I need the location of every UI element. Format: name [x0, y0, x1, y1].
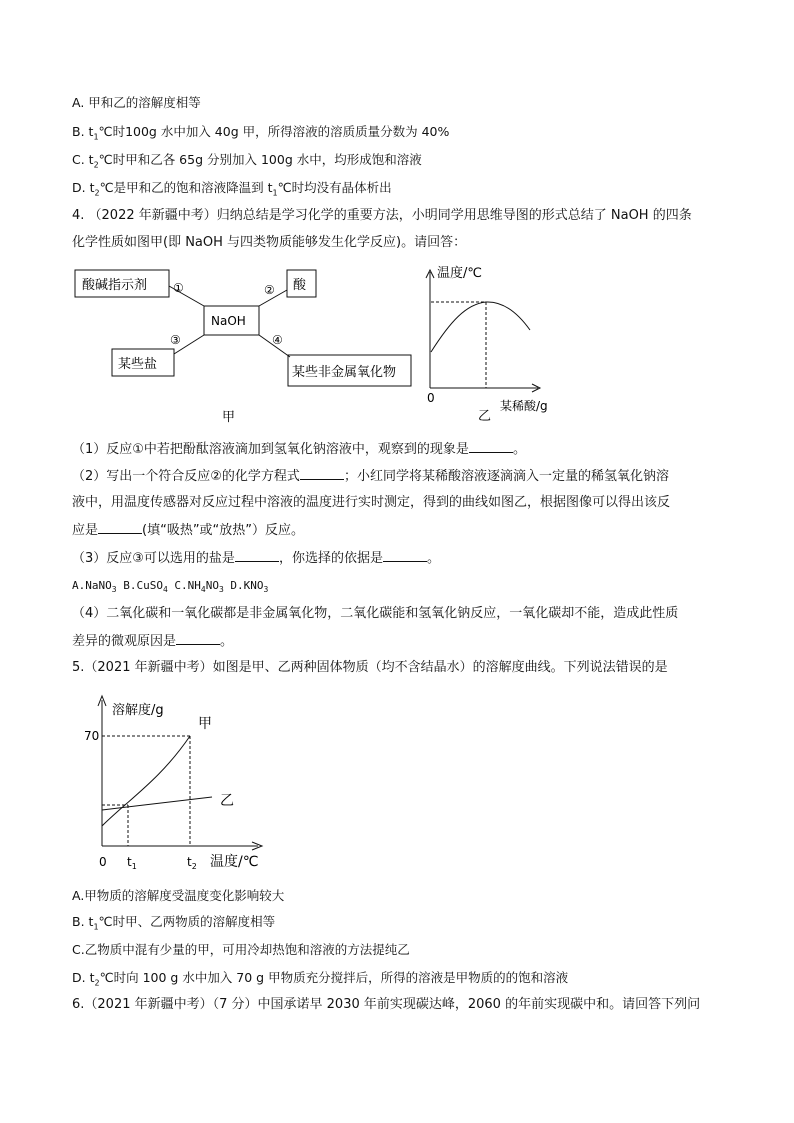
- q6-intro: 6.（2021 年新疆中考）（7 分）中国承诺早 2030 年前实现碳达峰，2060 的年前实现碳中和。请回答下列问: [72, 997, 701, 1012]
- q4-intro-line2: 化学性质如图甲(即 NaOH 与四类物质能够发生化学反应)。请回答：: [72, 235, 467, 250]
- box-oxide-label: 某些非金属氧化物: [292, 365, 397, 380]
- q4-part2-line3: 应是 (填“吸热”或“放热”）反应。: [72, 523, 305, 538]
- graph-yi-ylabel: 温度/℃: [437, 266, 482, 281]
- curve-jia: [102, 736, 190, 826]
- q4-part4-line2: 差异的微观原因是 。: [72, 634, 234, 649]
- label-yi: 乙: [220, 793, 234, 809]
- graph-yi-caption: 乙: [478, 409, 492, 424]
- q4-part3: （3）反应③可以选用的盐是 ，你选择的依据是 。: [72, 551, 440, 566]
- q4-part2-line2: 液中，用温度传感器对反应过程中溶液的温度进行实时测定，得到的曲线如图乙，根据图像可以得出该反: [72, 495, 671, 510]
- q3-option-c: C. $t_2℃$时甲和乙各 65g 分别加入 100g 水中，均形成饱和溶液: [72, 152, 422, 170]
- box-acid-label: 酸: [293, 278, 307, 293]
- graph-t1: $t_1$: [127, 855, 137, 871]
- q5-intro: 5.（2021 年新疆中考）如图是甲、乙两种固体物质（均不含结晶水）的溶解度曲线。下列说法错误的是: [72, 660, 668, 675]
- graph-yi-curve: [431, 302, 530, 352]
- num-1: ①: [173, 281, 184, 295]
- q3-option-a: A. 甲和乙的溶解度相等: [72, 95, 201, 110]
- num-3: ③: [170, 333, 181, 347]
- graph-yi-origin: 0: [427, 391, 435, 405]
- mindmap-figure: [0, 0, 794, 440]
- graph-ylabel: 溶解度/g: [112, 703, 164, 718]
- q3-option-b: B. $t_1℃$时100g 水中加入 40g 甲，所得溶液的溶质质量分数为 40%: [72, 124, 450, 142]
- box-indicator-label: 酸碱指示剂: [82, 278, 148, 293]
- num-2: ②: [264, 283, 275, 297]
- label-jia: 甲: [198, 716, 212, 732]
- answer-blank[interactable]: [98, 521, 142, 534]
- graph-xlabel: 温度/℃: [210, 854, 259, 870]
- solubility-graph: [0, 680, 300, 880]
- box-naoh-label: NaOH: [211, 314, 246, 328]
- graph-yi-xlabel: 某稀酸/g: [500, 399, 548, 413]
- num-4: ④: [272, 333, 283, 347]
- answer-blank[interactable]: [300, 467, 344, 480]
- graph-origin: 0: [99, 855, 107, 869]
- q4-part3-options: A.NaNO$_3$ B.CuSO$_4$ $C.NH_4NO_3$ $D.KNO_3$: [72, 579, 269, 595]
- answer-blank[interactable]: [383, 549, 427, 562]
- box-salt-label: 某些盐: [118, 357, 158, 372]
- q5-option-d: D. $t_2℃$时向 100 g 水中加入 70 g 甲物质充分搅拌后，所得的溶液是甲物质的的饱和溶液: [72, 970, 569, 988]
- graph-y-tick-70: 70: [84, 729, 100, 743]
- graph-t2: $t_2$: [187, 855, 197, 871]
- q5-option-b: B. $t_1℃$时甲、乙两物质的溶解度相等: [72, 914, 276, 932]
- q5-option-a: A.甲物质的溶解度受温度变化影响较大: [72, 888, 285, 903]
- q4-intro-line1: 4. （2022 年新疆中考）归纳总结是学习化学的重要方法，小明同学用思维导图的形式总结了 NaOH 的四条: [72, 208, 692, 223]
- q3-option-d: D. $t_2℃$是甲和乙的饱和溶液降温到 $t_1℃$时均没有晶体析出: [72, 180, 392, 198]
- curve-yi: [102, 797, 212, 810]
- answer-blank[interactable]: [176, 632, 220, 645]
- q4-part1: （1）反应①中若把酚酞溶液滴加到氢氧化钠溶液中，观察到的现象是 。: [72, 442, 526, 457]
- mindmap-caption: 甲: [222, 410, 236, 425]
- q4-part4-line1: （4）二氧化碳和一氧化碳都是非金属氧化物，二氧化碳能和氢氧化钠反应，一氧化碳却不能，造成此性质: [72, 606, 679, 621]
- answer-blank[interactable]: [235, 549, 279, 562]
- q4-part2-line1: （2）写出一个符合反应②的化学方程式 ；小红同学将某稀酸溶液逐滴滴入一定量的稀氢氧化钠溶: [72, 469, 669, 484]
- answer-blank[interactable]: [469, 440, 513, 453]
- q5-option-c: C.乙物质中混有少量的甲，可用冷却热饱和溶液的方法提纯乙: [72, 942, 410, 957]
